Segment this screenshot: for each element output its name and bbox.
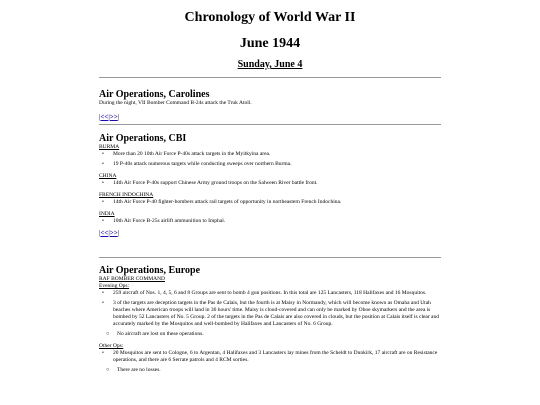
date-heading: Sunday, June 4 (237, 59, 303, 70)
circle-bullet-icon: ○ (106, 367, 110, 373)
section-europe (99, 265, 441, 377)
next-link[interactable]: >> (109, 229, 118, 237)
subsection-label-other: Other Ops: (99, 343, 124, 349)
bullet-icon: • (102, 300, 104, 306)
section-carolines (99, 89, 441, 121)
page-title: Chronology of World War II (184, 10, 356, 25)
list-item: • 19 P-40s attack numerous targets while conducting sweeps over northern Burma. (102, 161, 292, 167)
bullet-icon: • (102, 290, 104, 296)
list-item: • 10th Air Force B-25s airlift ammunition to Imphal. (102, 218, 226, 224)
prev-link[interactable]: << (100, 113, 109, 121)
section-heading: Air Operations, Europe (99, 265, 201, 276)
divider (99, 77, 441, 78)
month-heading: June 1944 (239, 36, 301, 51)
prev-link[interactable]: << (100, 229, 109, 237)
list-item: • 259 aircraft of Nos. 1, 4, 5, 6 and 8 Groups are sent to bomb 4 gun positions. In this total are 125 Lancasters, 118 Halifaxes and 16 Mosquitos. (102, 290, 427, 296)
bullet-icon: • (102, 218, 104, 224)
bullet-icon: • (102, 180, 104, 186)
section-text: During the night, VII Bomber Command B-24s attack the Truk Atoll. (99, 100, 252, 106)
circle-bullet-icon: ○ (106, 331, 110, 337)
section-heading: Air Operations, CBI (99, 133, 187, 144)
subsection-label-indochina: FRENCH INDOCHINA (99, 192, 154, 198)
bullet-icon: • (102, 151, 104, 157)
bullet-icon: • (102, 199, 104, 205)
bullet-icon: • (102, 350, 104, 356)
subsection-label-burma: BURMA (99, 144, 120, 150)
list-item: • 3 of the targets are deception targets in the Pas de Calais, but the fourth is at Maisy in Normandy, which will become known as Omaha and Utah beaches where American troops will land in 36 hours' time. Maisy is cloud-covered and can only be marked by Oboe skymarkers and the area is bombed by 52 Lancasters of No. 5 Group. 2 of the targets in the Pas de Calais are also covered in clouds, but the position at Calais itself is clear and accurately marked by the Mosquitos and well-bombed by Halifaxes and Lancasters of No. 6 Group. (102, 300, 439, 327)
nav-row: |<<|>>| (99, 113, 120, 121)
divider (99, 257, 441, 258)
subsection-label-evening: Evening Ops: (99, 283, 130, 289)
next-link[interactable]: >> (109, 113, 118, 121)
sub-list-item: ○ No aircraft are lost on these operations. (106, 331, 204, 337)
list-item: • 20 Mosquitos are sent to Cologne, 6 to Argentan, 4 Halifaxes and 3 Lancasters lay mines from the Scheldt to Dunkirk, 17 aircraft are on Resistance operations, and there are 6 Serrate patrols and 4 RCM sorties. (102, 350, 438, 363)
divider (99, 124, 441, 125)
subsection-label-raf: RAF BOMBER COMMAND (99, 276, 166, 282)
list-item: • 14th Air Force P-40s support Chinese Army ground troops on the Salween River battle front. (102, 180, 318, 186)
list-item: • 14th Air Force P-40 fighter-bombers attack rail targets of opportunity in northeastern French Indochina. (102, 199, 342, 205)
section-cbi (99, 133, 441, 237)
nav-row: |<<|>>| (99, 229, 120, 237)
sub-list-item: ○ There are no losses. (106, 367, 161, 373)
subsection-label-india: INDIA (99, 211, 115, 217)
list-item: • More than 20 10th Air Force P-40s attack targets in the Myitkyina area. (102, 151, 271, 157)
bullet-icon: • (102, 161, 104, 167)
section-heading: Air Operations, Carolines (99, 89, 210, 100)
subsection-label-china: CHINA (99, 173, 117, 179)
